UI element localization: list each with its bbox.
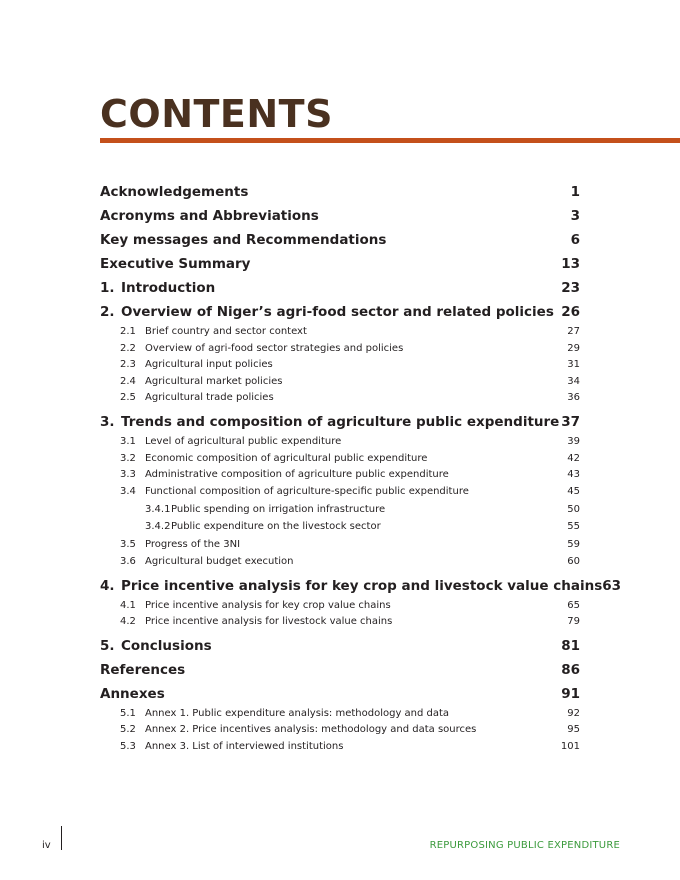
- toc-entry-text: Administrative composition of agriculture public expenditure: [145, 469, 449, 481]
- toc-entry-label: [120, 451, 567, 468]
- toc-entry[interactable]: [100, 598, 580, 615]
- toc-entry-number: 2.1: [120, 326, 136, 337]
- toc-entry-text: Key messages and Recommendations: [100, 232, 387, 248]
- toc-entry-text: Price incentive analysis for key crop value chains: [145, 599, 391, 611]
- toc-entry-label: [100, 252, 561, 276]
- toc-entry[interactable]: [100, 390, 580, 407]
- toc-entry-label: [120, 598, 567, 615]
- toc-entry-text: Trends and composition of agriculture public expenditure: [121, 413, 560, 430]
- toc-entry-text: Agricultural trade policies: [145, 392, 274, 404]
- toc-entry-text: Agricultural input policies: [145, 359, 273, 371]
- toc-entry-label: [120, 614, 567, 631]
- toc-entry-text: Annex 2. Price incentives analysis: methodology and data sources: [145, 724, 477, 736]
- toc-entry[interactable]: [100, 614, 580, 631]
- toc-entry-number: 5.1: [120, 707, 136, 719]
- toc-entry-text: Level of agricultural public expenditure: [145, 435, 342, 447]
- toc-entry-page: 63: [602, 577, 622, 594]
- footer-page-number: iv: [42, 840, 51, 851]
- toc-entry-page: 39: [567, 435, 580, 447]
- toc-entry-number: 2.4: [120, 375, 136, 387]
- toc-entry-number: 1.: [100, 280, 115, 296]
- toc-entry-label: [120, 390, 567, 407]
- toc-entry-label: [100, 682, 561, 706]
- page-title: CONTENTS: [100, 92, 333, 136]
- toc-entry[interactable]: [100, 324, 580, 341]
- toc-entry-number: 4.1: [120, 599, 136, 611]
- toc-entry-number: 5.3: [120, 740, 136, 752]
- toc-entry-page: 95: [567, 724, 580, 736]
- toc-entry[interactable]: [100, 519, 580, 536]
- toc-entry-page: 59: [567, 539, 580, 551]
- toc-entry-number: 3.2: [120, 452, 136, 464]
- toc-entry-page: 45: [567, 485, 580, 497]
- toc-entry[interactable]: [100, 554, 580, 571]
- toc-entry-label: [120, 467, 567, 484]
- toc-entry-number: 3.3: [120, 469, 136, 481]
- toc-entry[interactable]: [100, 706, 580, 723]
- toc-entry-page: 86: [561, 661, 580, 678]
- toc-entry-label: [100, 276, 561, 300]
- toc-entry-label: [120, 341, 567, 358]
- toc-entry-number: 5.2: [120, 724, 136, 736]
- toc-entry-number: 5.: [100, 637, 115, 654]
- toc-entry-label: [100, 180, 571, 204]
- toc-entry-text: Acronyms and Abbreviations: [100, 208, 319, 224]
- toc-entry[interactable]: [100, 574, 622, 598]
- toc-entry-number: 2.3: [120, 359, 136, 371]
- toc-entry-page: 31: [567, 359, 580, 371]
- toc-entry-page: 81: [561, 637, 580, 654]
- toc-entry-text: Annexes: [100, 685, 165, 702]
- toc-entry[interactable]: [100, 682, 580, 706]
- toc-entry-text: Overview of Niger’s agri-food sector and related policies: [121, 304, 554, 320]
- toc-entry-number: 3.4.1: [145, 504, 171, 516]
- toc-entry-label: [120, 374, 567, 391]
- toc-entry-label: [120, 484, 567, 501]
- toc-entry-page: 91: [561, 685, 580, 702]
- toc-entry-label: [120, 554, 567, 571]
- toc-entry[interactable]: [100, 341, 580, 358]
- table-of-contents: [100, 180, 622, 756]
- toc-entry-number: 4.: [100, 577, 115, 594]
- toc-entry-page: 79: [567, 616, 580, 628]
- toc-entry[interactable]: [100, 228, 580, 252]
- toc-entry-label: [120, 434, 567, 451]
- toc-entry-page: 50: [567, 504, 580, 516]
- toc-entry-text: Public expenditure on the livestock sector: [171, 520, 381, 532]
- toc-entry-page: 92: [567, 707, 580, 719]
- toc-entry-page: 23: [561, 280, 580, 296]
- toc-entry[interactable]: [100, 451, 580, 468]
- toc-entry-number: 3.4: [120, 485, 136, 497]
- footer-running-title: REPURPOSING PUBLIC EXPENDITURE: [429, 840, 620, 851]
- toc-entry-label: [120, 357, 567, 374]
- toc-entry-page: 26: [561, 304, 580, 320]
- toc-entry-label: [100, 410, 561, 434]
- toc-entry[interactable]: [100, 537, 580, 554]
- toc-entry-page: 36: [567, 392, 580, 404]
- toc-entry-label: [120, 739, 561, 756]
- toc-entry[interactable]: [100, 658, 580, 682]
- toc-entry-label: [120, 324, 567, 341]
- toc-entry-text: Introduction: [121, 280, 216, 296]
- toc-entry[interactable]: [100, 276, 580, 300]
- toc-entry[interactable]: [100, 722, 580, 739]
- toc-entry-text: Progress of the 3NI: [145, 539, 241, 551]
- toc-entry-page: 6: [570, 232, 580, 248]
- toc-entry-page: 101: [560, 740, 580, 752]
- toc-entry-label: [100, 300, 561, 324]
- toc-entry-number: 2.2: [120, 342, 136, 354]
- toc-entry-text: Overview of agri-food sector strategies and policies: [145, 342, 404, 354]
- toc-entry-label: [100, 658, 561, 682]
- toc-entry-text: Agricultural budget execution: [145, 555, 294, 567]
- toc-entry[interactable]: [100, 180, 580, 204]
- toc-entry-text: Economic composition of agricultural public expenditure: [145, 452, 428, 464]
- toc-entry-page: 65: [567, 599, 580, 611]
- toc-entry-label: [120, 722, 567, 739]
- toc-entry-page: 29: [567, 342, 580, 354]
- toc-entry-text: Price incentive analysis for key crop and livestock value chains: [121, 577, 603, 594]
- toc-entry-page: 43: [567, 469, 580, 481]
- toc-entry[interactable]: [100, 300, 580, 324]
- toc-entry-page: 1: [570, 184, 580, 200]
- toc-entry-page: 42: [567, 452, 580, 464]
- toc-entry-label: [100, 204, 571, 228]
- toc-entry[interactable]: [100, 634, 580, 658]
- toc-entry-label: [120, 537, 567, 554]
- toc-entry[interactable]: [100, 484, 580, 501]
- toc-entry-page: 13: [561, 256, 580, 272]
- toc-entry-label: [145, 519, 567, 536]
- toc-entry-label: [100, 228, 571, 252]
- toc-entry-page: 60: [567, 555, 580, 567]
- toc-entry-number: 3.1: [120, 435, 136, 447]
- toc-entry-number: 2.: [100, 304, 115, 320]
- toc-entry-text: Annex 3. List of interviewed institutions: [145, 740, 344, 752]
- toc-entry-label: [100, 574, 602, 598]
- toc-entry-number: 3.: [100, 413, 115, 430]
- title-rule: [100, 138, 680, 143]
- toc-entry[interactable]: [100, 252, 580, 276]
- toc-entry-page: 27: [567, 326, 580, 337]
- toc-entry-text: Price incentive analysis for livestock value chains: [145, 616, 393, 628]
- toc-entry[interactable]: [100, 739, 580, 756]
- toc-entry-label: [100, 634, 561, 658]
- toc-entry[interactable]: [100, 467, 580, 484]
- toc-entry-text: Functional composition of agriculture-specific public expenditure: [145, 485, 469, 497]
- toc-entry-page: 37: [561, 413, 580, 430]
- toc-entry-page: 34: [567, 375, 580, 387]
- toc-entry-label: [120, 706, 567, 723]
- toc-entry-text: Agricultural market policies: [145, 375, 283, 387]
- toc-entry-text: References: [100, 661, 186, 678]
- toc-entry[interactable]: [100, 434, 580, 451]
- toc-entry-page: 3: [570, 208, 580, 224]
- toc-entry-label: [145, 502, 567, 519]
- toc-entry[interactable]: [100, 374, 580, 391]
- toc-entry-text: Executive Summary: [100, 256, 251, 272]
- toc-entry[interactable]: [100, 204, 580, 228]
- toc-entry-text: Annex 1. Public expenditure analysis: methodology and data: [145, 707, 450, 719]
- toc-entry[interactable]: [100, 410, 580, 434]
- toc-entry-number: 4.2: [120, 616, 136, 628]
- toc-entry-number: 2.5: [120, 392, 136, 404]
- toc-entry-page: 55: [567, 520, 580, 532]
- toc-entry-number: 3.5: [120, 539, 136, 551]
- toc-entry-text: Brief country and sector context: [145, 326, 307, 337]
- footer-divider: [61, 826, 62, 850]
- toc-entry[interactable]: [100, 357, 580, 374]
- toc-entry-text: Acknowledgements: [100, 184, 249, 200]
- toc-entry-text: Public spending on irrigation infrastructure: [171, 504, 386, 516]
- toc-entry-text: Conclusions: [121, 637, 212, 654]
- toc-entry-number: 3.6: [120, 555, 136, 567]
- toc-entry[interactable]: [100, 502, 580, 519]
- toc-entry-number: 3.4.2: [145, 520, 171, 532]
